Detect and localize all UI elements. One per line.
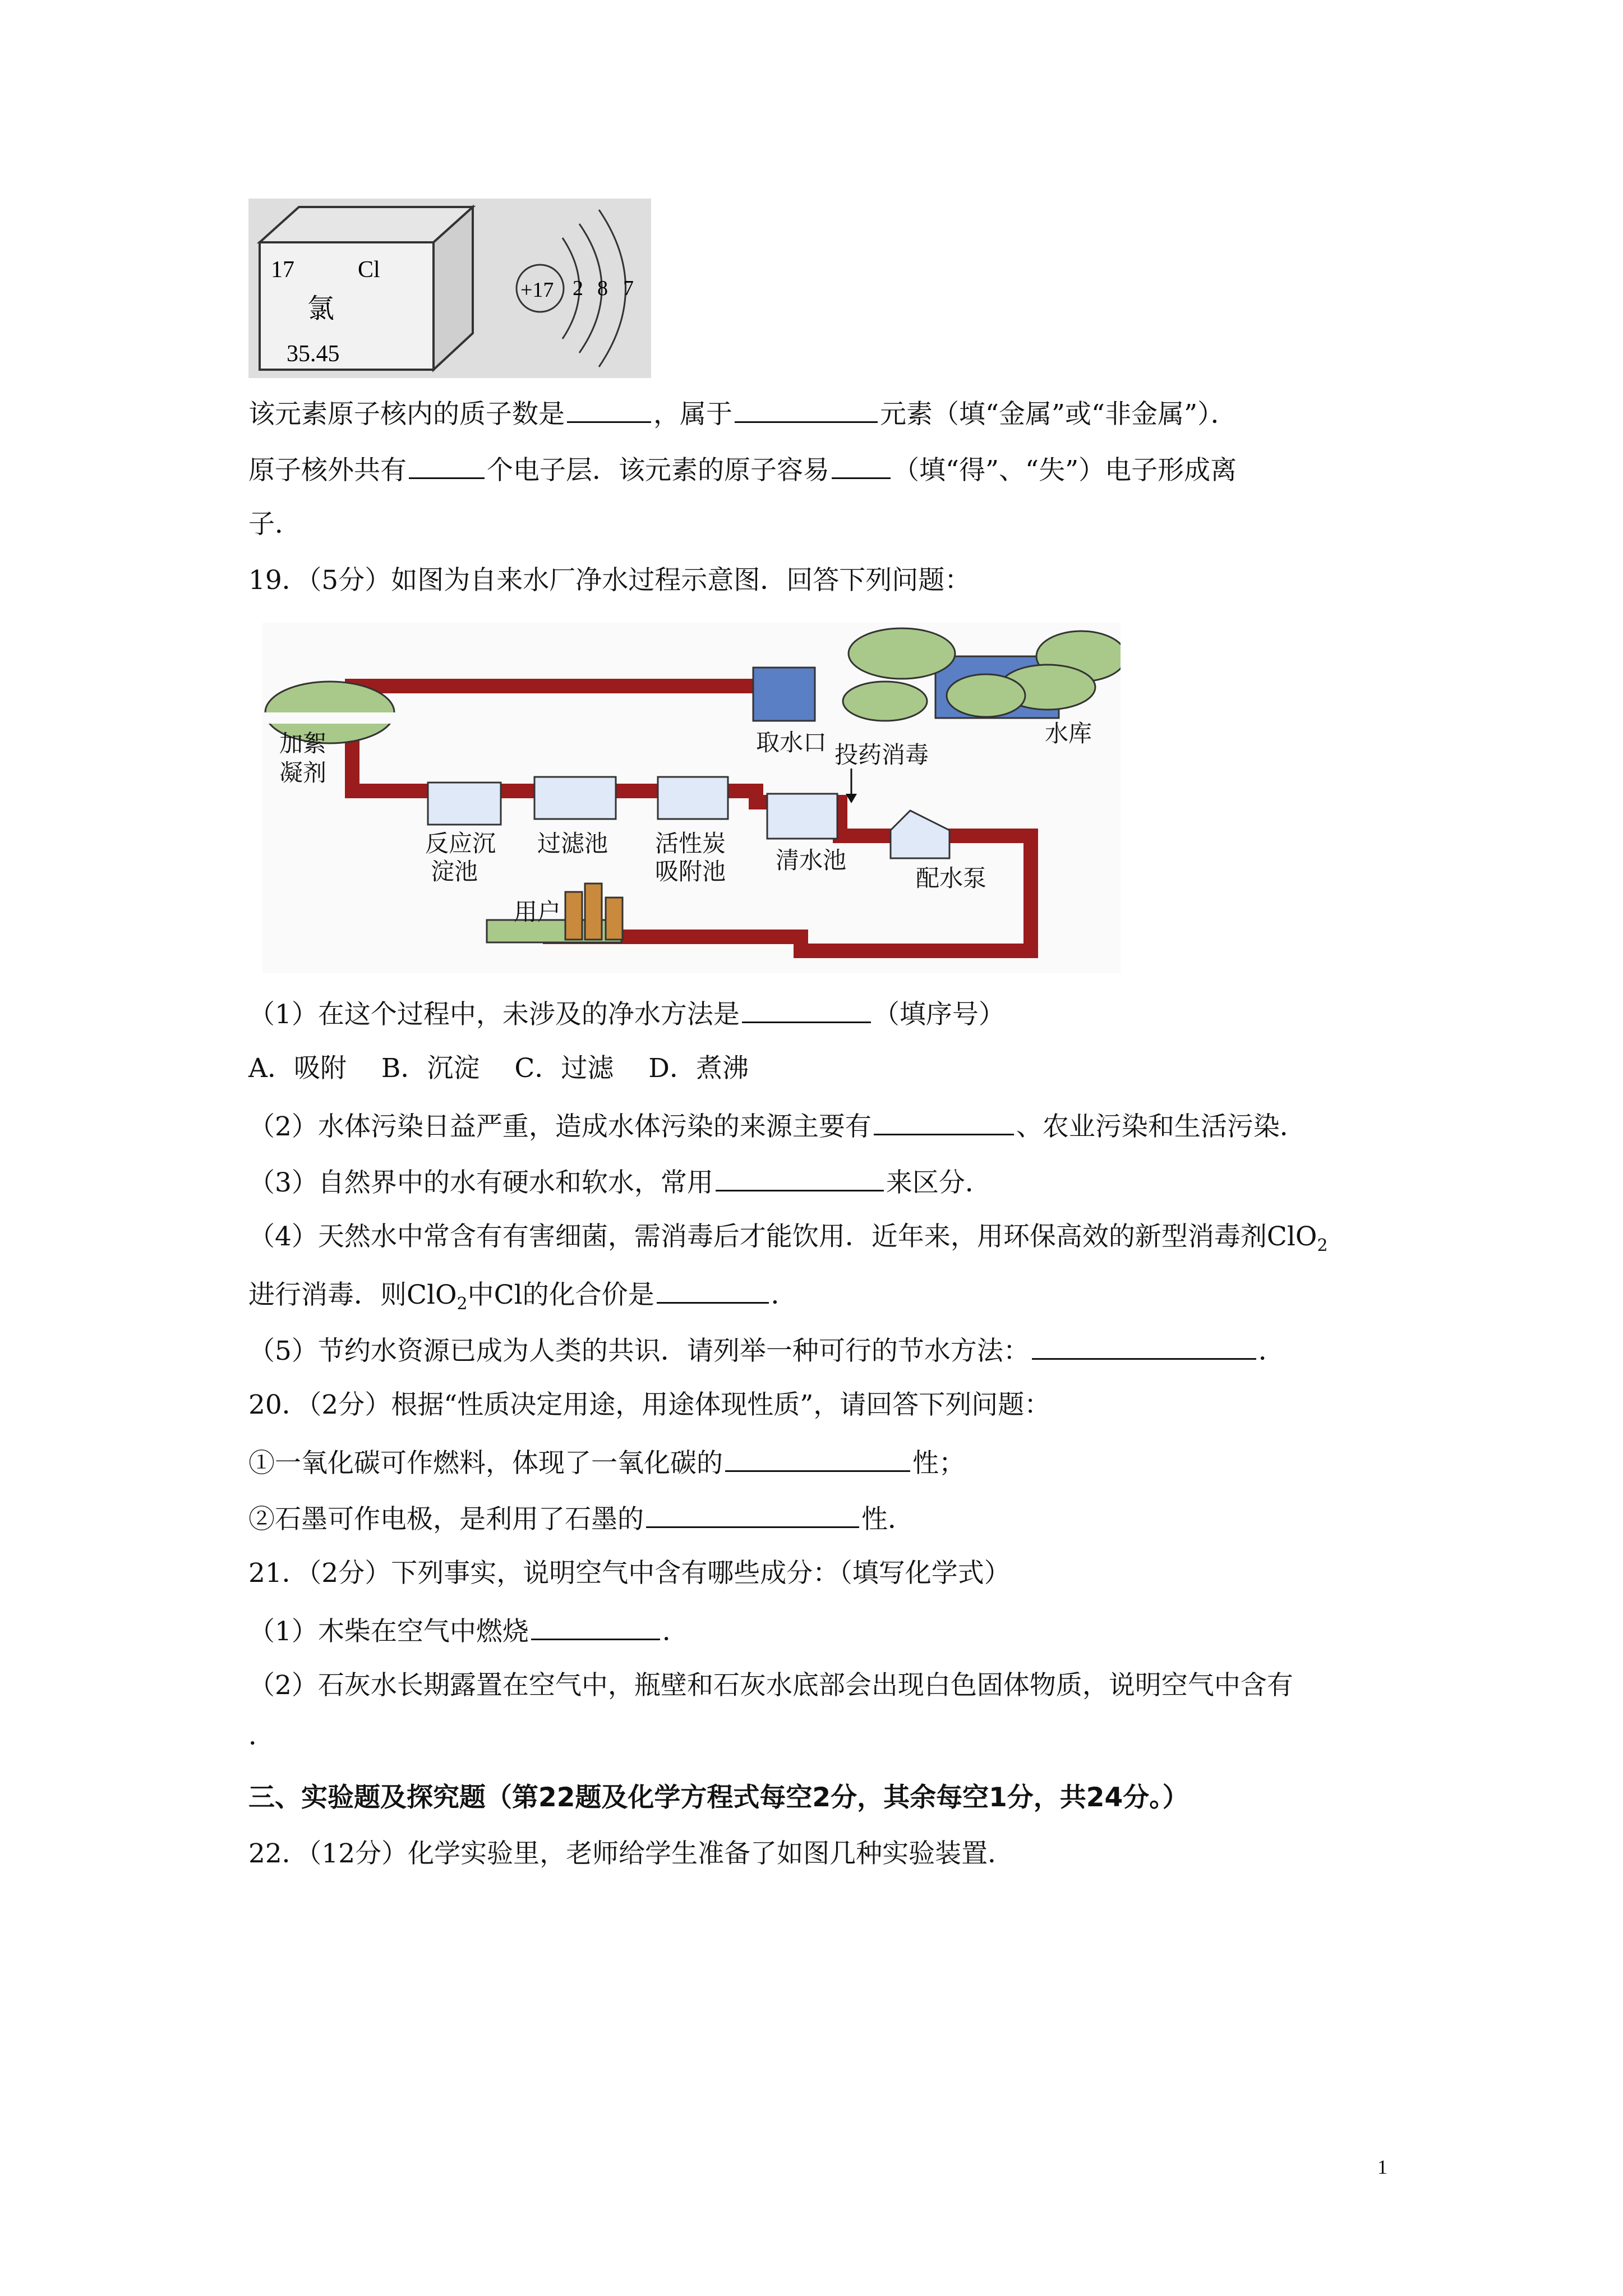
q19-part3: （3）自然界中的水有硬水和软水，常用 来区分． [248,1164,992,1200]
label-reservoir: 水库 [1045,720,1092,747]
shell-count-3: 7 [623,277,634,300]
water-treatment-svg [262,623,1121,973]
q20-part2: ②石墨可作电极，是利用了石墨的 性． [248,1501,914,1536]
label-filter: 过滤池 [537,830,608,857]
carbon-tank [658,777,728,819]
q19-part2: （2）水体污染日益严重，造成水体污染的来源主要有 、农业污染和生活污染． [248,1108,1306,1144]
chlorine-element-figure [248,199,651,378]
blank-q19-2[interactable] [874,1108,1014,1135]
blank-shell-count[interactable] [409,452,485,479]
label-carbon-1: 活性炭 [655,830,726,857]
question-21-title: 21．（2分）下列事实，说明空气中含有哪些成分：（填写化学式） [248,1558,1011,1589]
label-coagulant-2: 凝剂 [279,759,327,786]
label-dosing: 投药消毒 [834,741,929,769]
blank-proton-count[interactable] [567,395,651,423]
label-pump: 配水泵 [916,864,987,892]
q21-part2: （2）石灰水长期露置在空气中，瓶壁和石灰水底部会出现白色固体物质，说明空气中含有 [248,1670,1293,1701]
blank-q19-4[interactable] [657,1276,769,1304]
q20-part1: ①一氧化碳可作燃料，体现了一氧化碳的 性； [248,1444,965,1480]
q19-options: A．吸附 B．沉淀 C．过滤 D．煮沸 [248,1053,749,1084]
blank-q19-1[interactable] [742,996,871,1023]
element-symbol: Cl [358,257,380,283]
nucleus-charge: +17 [520,278,554,302]
element-name: 氯 [307,293,335,324]
q19-part5: （5）节约水资源已成为人类的共识．请列举一种可行的节水方法： ． [248,1332,1285,1368]
label-user: 用户 [514,898,561,926]
element-question-line-3: 子． [248,509,301,540]
q19-part4-cont: 进行消毒．则ClO$_2$中Cl的化合价是 ． [248,1276,797,1321]
section-3-heading: 三、实验题及探究题（第22题及化学方程式每空2分，其余每空1分，共24分。） [248,1782,1189,1813]
atomic-number: 17 [271,257,294,283]
question-20-title: 20．（2分）根据“性质决定用途，用途体现性质”，请回答下列问题： [248,1389,1051,1420]
q19-part1: （1）在这个过程中，未涉及的净水方法是 （填序号） [248,996,1005,1032]
q21-part1: （1）木柴在空气中燃烧 ． [248,1613,689,1649]
page-number: 1 [1377,2156,1387,2178]
blank-element-type[interactable] [735,395,878,423]
clear-tank [767,794,837,839]
label-sediment-1: 反应沉 [425,830,496,857]
label-coagulant-1: 加絮 [279,730,327,757]
blank-q20-1[interactable] [725,1444,910,1472]
label-carbon-2: 吸附池 [655,858,726,885]
question-19-title: 19．（5分）如图为自来水厂净水过程示意图．回答下列问题： [248,565,971,596]
label-intake: 取水口 [756,729,827,756]
blank-q19-5[interactable] [1032,1332,1256,1360]
element-question-line-1: 该元素原子核内的质子数是 ，属于 元素（填“金属”或“非金属”）． [248,395,1237,431]
label-sediment-2: 淀池 [431,858,478,885]
blank-q20-2[interactable] [646,1501,859,1528]
filter-tank [534,777,616,819]
sediment-tank [428,783,501,825]
shell-count-2: 8 [597,277,608,300]
atomic-mass: 35.45 [287,341,340,367]
q19-part4: （4）天然水中常含有有害细菌，需消毒后才能饮用．近年来，用环保高效的新型消毒剂ClO$_2$ [248,1221,1328,1255]
shell-count-1: 2 [573,277,583,300]
blank-q21-1[interactable] [531,1613,660,1640]
question-22-title: 22．（12分）化学实验里，老师给学生准备了如图几种实验装置． [248,1838,1015,1869]
element-question-line-2: 原子核外共有 个电子层．该元素的原子容易 （填“得”、“失”）电子形成离 [248,452,1237,487]
blank-q19-3[interactable] [716,1164,884,1191]
label-clear: 清水池 [776,846,847,874]
blank-gain-lose[interactable] [832,452,891,479]
intake-box [753,668,815,721]
element-card-svg [248,199,651,378]
water-treatment-diagram [262,623,1121,973]
q21-part2-dot: ． [248,1720,275,1751]
